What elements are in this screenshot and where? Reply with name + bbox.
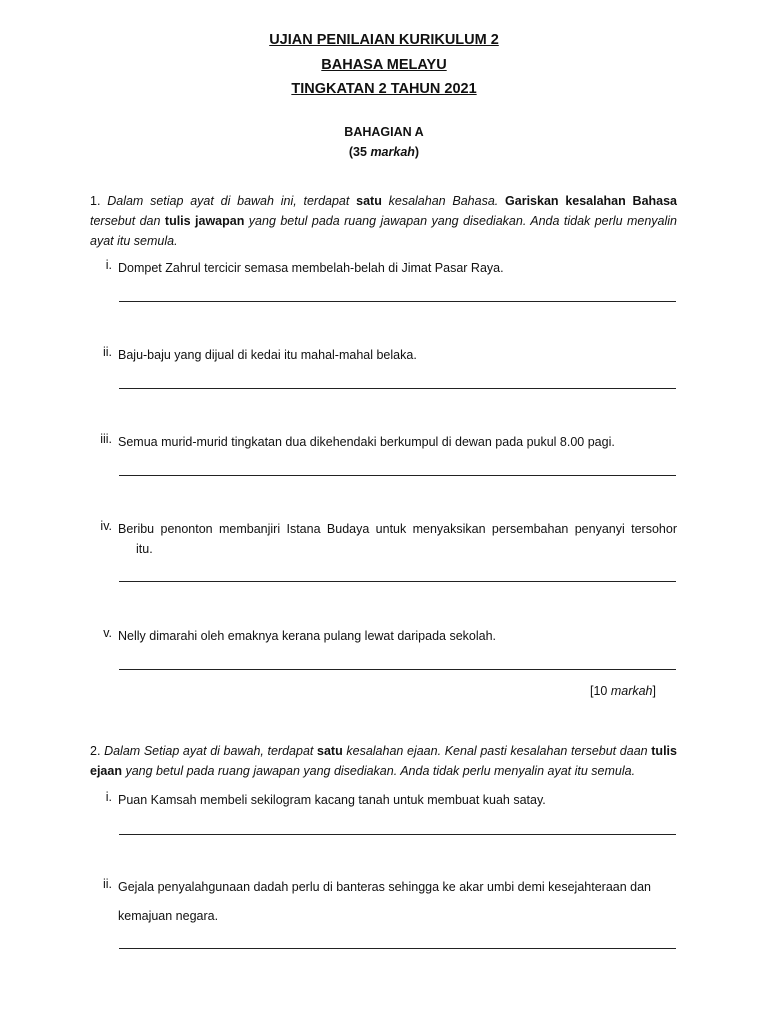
header-line-1: UJIAN PENILAIAN KURIKULUM 2 [269,32,499,48]
q2-item-number: i. [105,790,112,804]
answer-line[interactable] [119,388,676,389]
q1-item-text: Dompet Zahrul tercicir semasa membelah-belah di Jimat Pasar Raya. [118,261,504,275]
answer-line[interactable] [119,581,676,582]
q1-item-number: iii. [100,432,112,446]
q1-number: 1. [90,194,101,208]
q1-marks: [10 markah] [589,684,656,698]
answer-line[interactable] [119,475,676,476]
q1-item-text: Beribu penonton membanjiri Istana Budaya untuk menyaksikan persembahan penyanyi tersohor [118,522,677,536]
answer-line[interactable] [119,948,676,949]
q1-instructions: 1. Dalam setiap ayat di bawah ini, terdapat satu kesalahan Bahasa. Gariskan kesalahan Bahasa tersebut dan tulis jawapan yang betul pada ruang jawapan yang disediakan. Anda tidak perlu menyalin ayat itu semula. [90,194,678,248]
q2-instructions: 2. Dalam Setiap ayat di bawah, terdapat satu kesalahan ejaan. Kenal pasti kesalahan tersebut daan tulis ejaan yang betul pada ruang jawapan yang disediakan. Anda tidak perlu menyalin ayat itu semula. [90,744,677,778]
section-title: BAHAGIAN A [344,125,424,139]
q1-item-text: Nelly dimarahi oleh emaknya kerana pulang lewat daripada sekolah. [118,629,497,643]
q1-item-number: ii. [102,345,112,359]
q2-item-text: Puan Kamsah membeli sekilogram kacang tanah untuk membuat kuah satay. [118,793,546,807]
q1-item-number: iv. [100,519,112,533]
q2-item-text: Gejala penyalahgunaan dadah perlu di banteras sehingga ke akar umbi demi kesejahteraan dan [118,880,652,894]
q2-item-text-continued: kemajuan negara. [118,909,219,923]
q1-item-text-continued: itu. [136,542,153,556]
answer-line[interactable] [119,301,676,302]
answer-line[interactable] [119,669,676,670]
q1-item-number: i. [105,258,112,272]
section-marks: (35 markah) [348,145,420,159]
answer-line[interactable] [119,834,676,835]
q2-number: 2. [90,744,101,758]
q2-item-number: ii. [102,877,112,891]
q1-item-number: v. [103,626,112,640]
header-line-2: BAHASA MELAYU [321,57,447,73]
q1-item-text: Baju-baju yang dijual di kedai itu mahal-mahal belaka. [118,348,417,362]
q1-item-text: Semua murid-murid tingkatan dua dikehendaki berkumpul di dewan pada pukul 8.00 pagi. [118,435,615,449]
header-line-3: TINGKATAN 2 TAHUN 2021 [291,81,477,97]
